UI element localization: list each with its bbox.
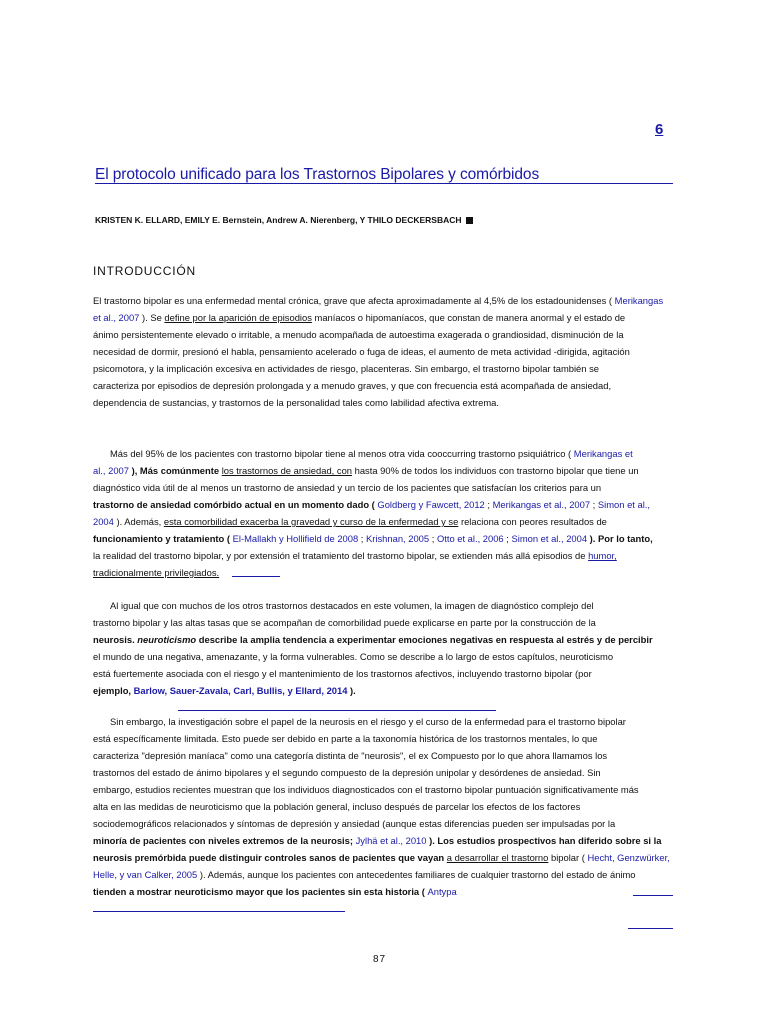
text: minoría de pacientes con niveles extremos de la neurosis; <box>93 835 356 846</box>
text: ejemplo, <box>93 685 134 696</box>
text: neurosis. <box>93 634 138 645</box>
paragraph-line <box>93 496 683 513</box>
citation-link[interactable]: Hecht, Genzwürker, <box>587 852 670 863</box>
paragraph-line: Sin embargo, la investigación sobre el papel de la neurosis en el riesgo y el curso de la enfermedad para el trastorno bipolar <box>110 716 626 727</box>
paragraph-3 <box>93 597 683 699</box>
chapter-number[interactable]: 6 <box>655 121 664 138</box>
text: maníacos o hipomaníacos, que constan de manera anormal y el estado de <box>311 312 626 323</box>
underlined-text: tradicionalmente privilegiados. <box>93 567 220 578</box>
paragraph-line <box>93 292 683 309</box>
paragraph-line: Al igual que con muchos de los otros trastornos destacados en este volumen, la imagen de diagnóstico complejo del <box>110 600 594 611</box>
author-note-square-icon <box>466 217 473 224</box>
paragraph-line <box>93 631 683 648</box>
paragraph-line: necesidad de dormir, presionó el habla, pensamiento acelerado o fuga de ideas, el aumento de meta actividad -dirigida, agitación <box>93 346 630 357</box>
link-underline <box>93 911 345 912</box>
citation-link[interactable]: Simon et al., 2004 <box>511 533 588 544</box>
paragraph-line <box>93 682 683 699</box>
text: bipolar ( <box>548 852 588 863</box>
citation-link[interactable]: Merikangas <box>614 295 664 306</box>
text: ; <box>484 499 493 510</box>
paragraph-line <box>93 849 683 866</box>
paragraph-line <box>93 832 683 849</box>
citation-link[interactable]: Jylhä et al., 2010 <box>355 835 427 846</box>
paragraph-line: dependencia de sustancias, y trastornos de la personalidad tales como labilidad afectiva extrema. <box>93 397 499 408</box>
paragraph-line: psicomotora, y la implicación excesiva en actividades de riesgo, placenteras. Sin embargo, el trastorno bipolar también se <box>93 363 599 374</box>
italic-term: neuroticismo <box>137 634 197 645</box>
text: ). Se <box>139 312 165 323</box>
authors-text: KRISTEN K. ELLARD, EMILY E. Bernstein, Andrew A. Nierenberg, Y THILO DECKERSBACH <box>95 215 462 225</box>
paragraph-line <box>93 547 683 564</box>
citation-link[interactable]: Goldberg y Fawcett, 2012 <box>377 499 485 510</box>
citation-link[interactable]: Merikangas et al., 2007 <box>492 499 591 510</box>
link-underline <box>633 895 673 896</box>
citation-link[interactable]: Helle, y van Calker, 2005 <box>93 869 198 880</box>
text: funcionamiento y tratamiento ( <box>93 533 233 544</box>
text: ; <box>429 533 437 544</box>
authors-line <box>95 215 473 225</box>
paragraph-line: sociodemográficos relacionados y síntomas de depresión y ansiedad (aunque estas diferencias pueden ser impulsadas por la <box>93 818 616 829</box>
text: ). Los estudios prospectivos han diferido sobre si la <box>426 835 662 846</box>
text: ; <box>358 533 367 544</box>
underlined-text: define por la aparición de episodios <box>164 312 312 323</box>
text: El trastorno bipolar es una enfermedad mental crónica, grave que afecta aproximadamente al 4,5% de los estadounidenses ( <box>93 295 615 306</box>
paragraph-1 <box>93 292 683 411</box>
paragraph-line <box>93 445 683 462</box>
citation-link[interactable]: Otto et al., 2006 <box>436 533 504 544</box>
paragraph-line: diagnóstico vida útil de al menos un trastorno de ansiedad y un tercio de los pacientes que satisfacían los criterios para un <box>93 482 602 493</box>
text: Más del 95% de los pacientes con trastorno bipolar tiene al menos otra vida cooccurring trastorno psiquiátrico ( <box>110 448 574 459</box>
paragraph-line: está fuertemente asociada con el riesgo y el mantenimiento de los trastornos afectivos, incluyendo trastorno bipolar (por <box>93 668 592 679</box>
link[interactable]: humor, <box>588 550 617 561</box>
paragraph-line <box>93 513 683 530</box>
paragraph-2 <box>93 445 683 581</box>
separator-rule <box>178 710 496 711</box>
text: relaciona con peores resultados de <box>458 516 607 527</box>
text: neurosis premórbida puede distinguir controles sanos de pacientes que vayan <box>93 852 447 863</box>
paragraph-line: trastorno bipolar y las altas tasas que se acompañan de comorbilidad puede explicarse en parte por la construcción de la <box>93 617 596 628</box>
citation-link[interactable]: al., 2007 <box>93 465 129 476</box>
citation-link[interactable]: Krishnan, 2005 <box>366 533 430 544</box>
citation-link[interactable]: et al., 2007 <box>93 312 140 323</box>
text: ). <box>347 685 356 696</box>
paragraph-line: está específicamente limitada. Esto puede ser debido en parte a la taxonomía histórica de los trastornos mentales, lo que <box>93 733 598 744</box>
citation-link[interactable]: Merikangas et <box>573 448 633 459</box>
text: ). Además, <box>113 516 164 527</box>
text: describe la amplia tendencia a experimentar emociones negativas en respuesta al estrés y de percibir <box>196 634 653 645</box>
paragraph-line: alta en las medidas de neuroticismo que la población general, incluso después de parcelar los efectos de los factores <box>93 801 581 812</box>
paragraph-line: caracteriza "depresión maníaca" como una categoría distinta de "neurosis", el ex Compuesto por lo que ahora llamamos los <box>93 750 608 761</box>
title-underline <box>95 183 673 184</box>
paragraph-line: ánimo persistentemente elevado o irritable, a menudo acompañada de autoestima exagerada o grandiosidad, disminución de la <box>93 329 624 340</box>
text: trastorno de ansiedad comórbido actual en un momento dado ( <box>93 499 378 510</box>
paragraph-4 <box>93 713 683 900</box>
paragraph-line <box>93 309 683 326</box>
text: ). Por lo tanto, <box>587 533 653 544</box>
paragraph-line: caracteriza por episodios de depresión prolongada y a menudo graves, y que con frecuencia está acompañada de ansiedad, <box>93 380 612 391</box>
text: ), Más comúnmente <box>128 465 222 476</box>
paragraph-line: embargo, estudios recientes muestran que los individuos diagnosticados con el trastorno bipolar puntuación significativamente más <box>93 784 639 795</box>
underlined-text: a desarrollar el trastorno <box>446 852 549 863</box>
chapter-title: El protocolo unificado para los Trastornos Bipolares y comórbidos <box>95 166 540 183</box>
citation-link[interactable]: Simon et al., <box>597 499 650 510</box>
paragraph-line: trastornos del estado de ánimo bipolares y el segundo compuesto de la depresión unipolar y desórdenes de ansiedad. Sin <box>93 767 601 778</box>
underlined-text: los trastornos de ansiedad, con <box>221 465 352 476</box>
text: ). Además, aunque los pacientes con antecedentes familiares de cualquier trastorno del estado de ánimo <box>197 869 636 880</box>
text: ; <box>590 499 598 510</box>
citation-link[interactable]: Antypa <box>427 886 457 897</box>
citation-link[interactable]: Barlow, Sauer-Zavala, Carl, Bullis, y Ellard, 2014 <box>133 685 348 696</box>
paragraph-line <box>93 530 683 547</box>
paragraph-line <box>93 866 683 883</box>
underlined-text: esta comorbilidad exacerba la gravedad y curso de la enfermedad y se <box>163 516 459 527</box>
page-number: 87 <box>373 954 387 965</box>
text: tienden a mostrar neuroticismo mayor que los pacientes sin esta historia ( <box>93 886 428 897</box>
citation-link[interactable]: El-Mallakh y Hollifield de 2008 <box>232 533 359 544</box>
paragraph-line: el mundo de una negativa, amenazante, y la forma vulnerables. Como se describe a lo largo de estos capítulos, neuroticismo <box>93 651 614 662</box>
link-underline <box>232 576 280 577</box>
paragraph-line <box>93 883 683 900</box>
text: la realidad del trastorno bipolar, y por extensión el tratamiento del trastorno bipolar, se extienden más allá episodios de <box>93 550 589 561</box>
paragraph-line <box>93 462 683 479</box>
citation-link[interactable]: 2004 <box>93 516 114 527</box>
section-heading: INTRODUCCIÓN <box>93 264 196 278</box>
text: hasta 90% de todos los individuos con trastorno bipolar que tiene un <box>352 465 639 476</box>
link-underline <box>628 928 673 929</box>
text: ; <box>503 533 512 544</box>
paragraph-line <box>93 564 683 581</box>
